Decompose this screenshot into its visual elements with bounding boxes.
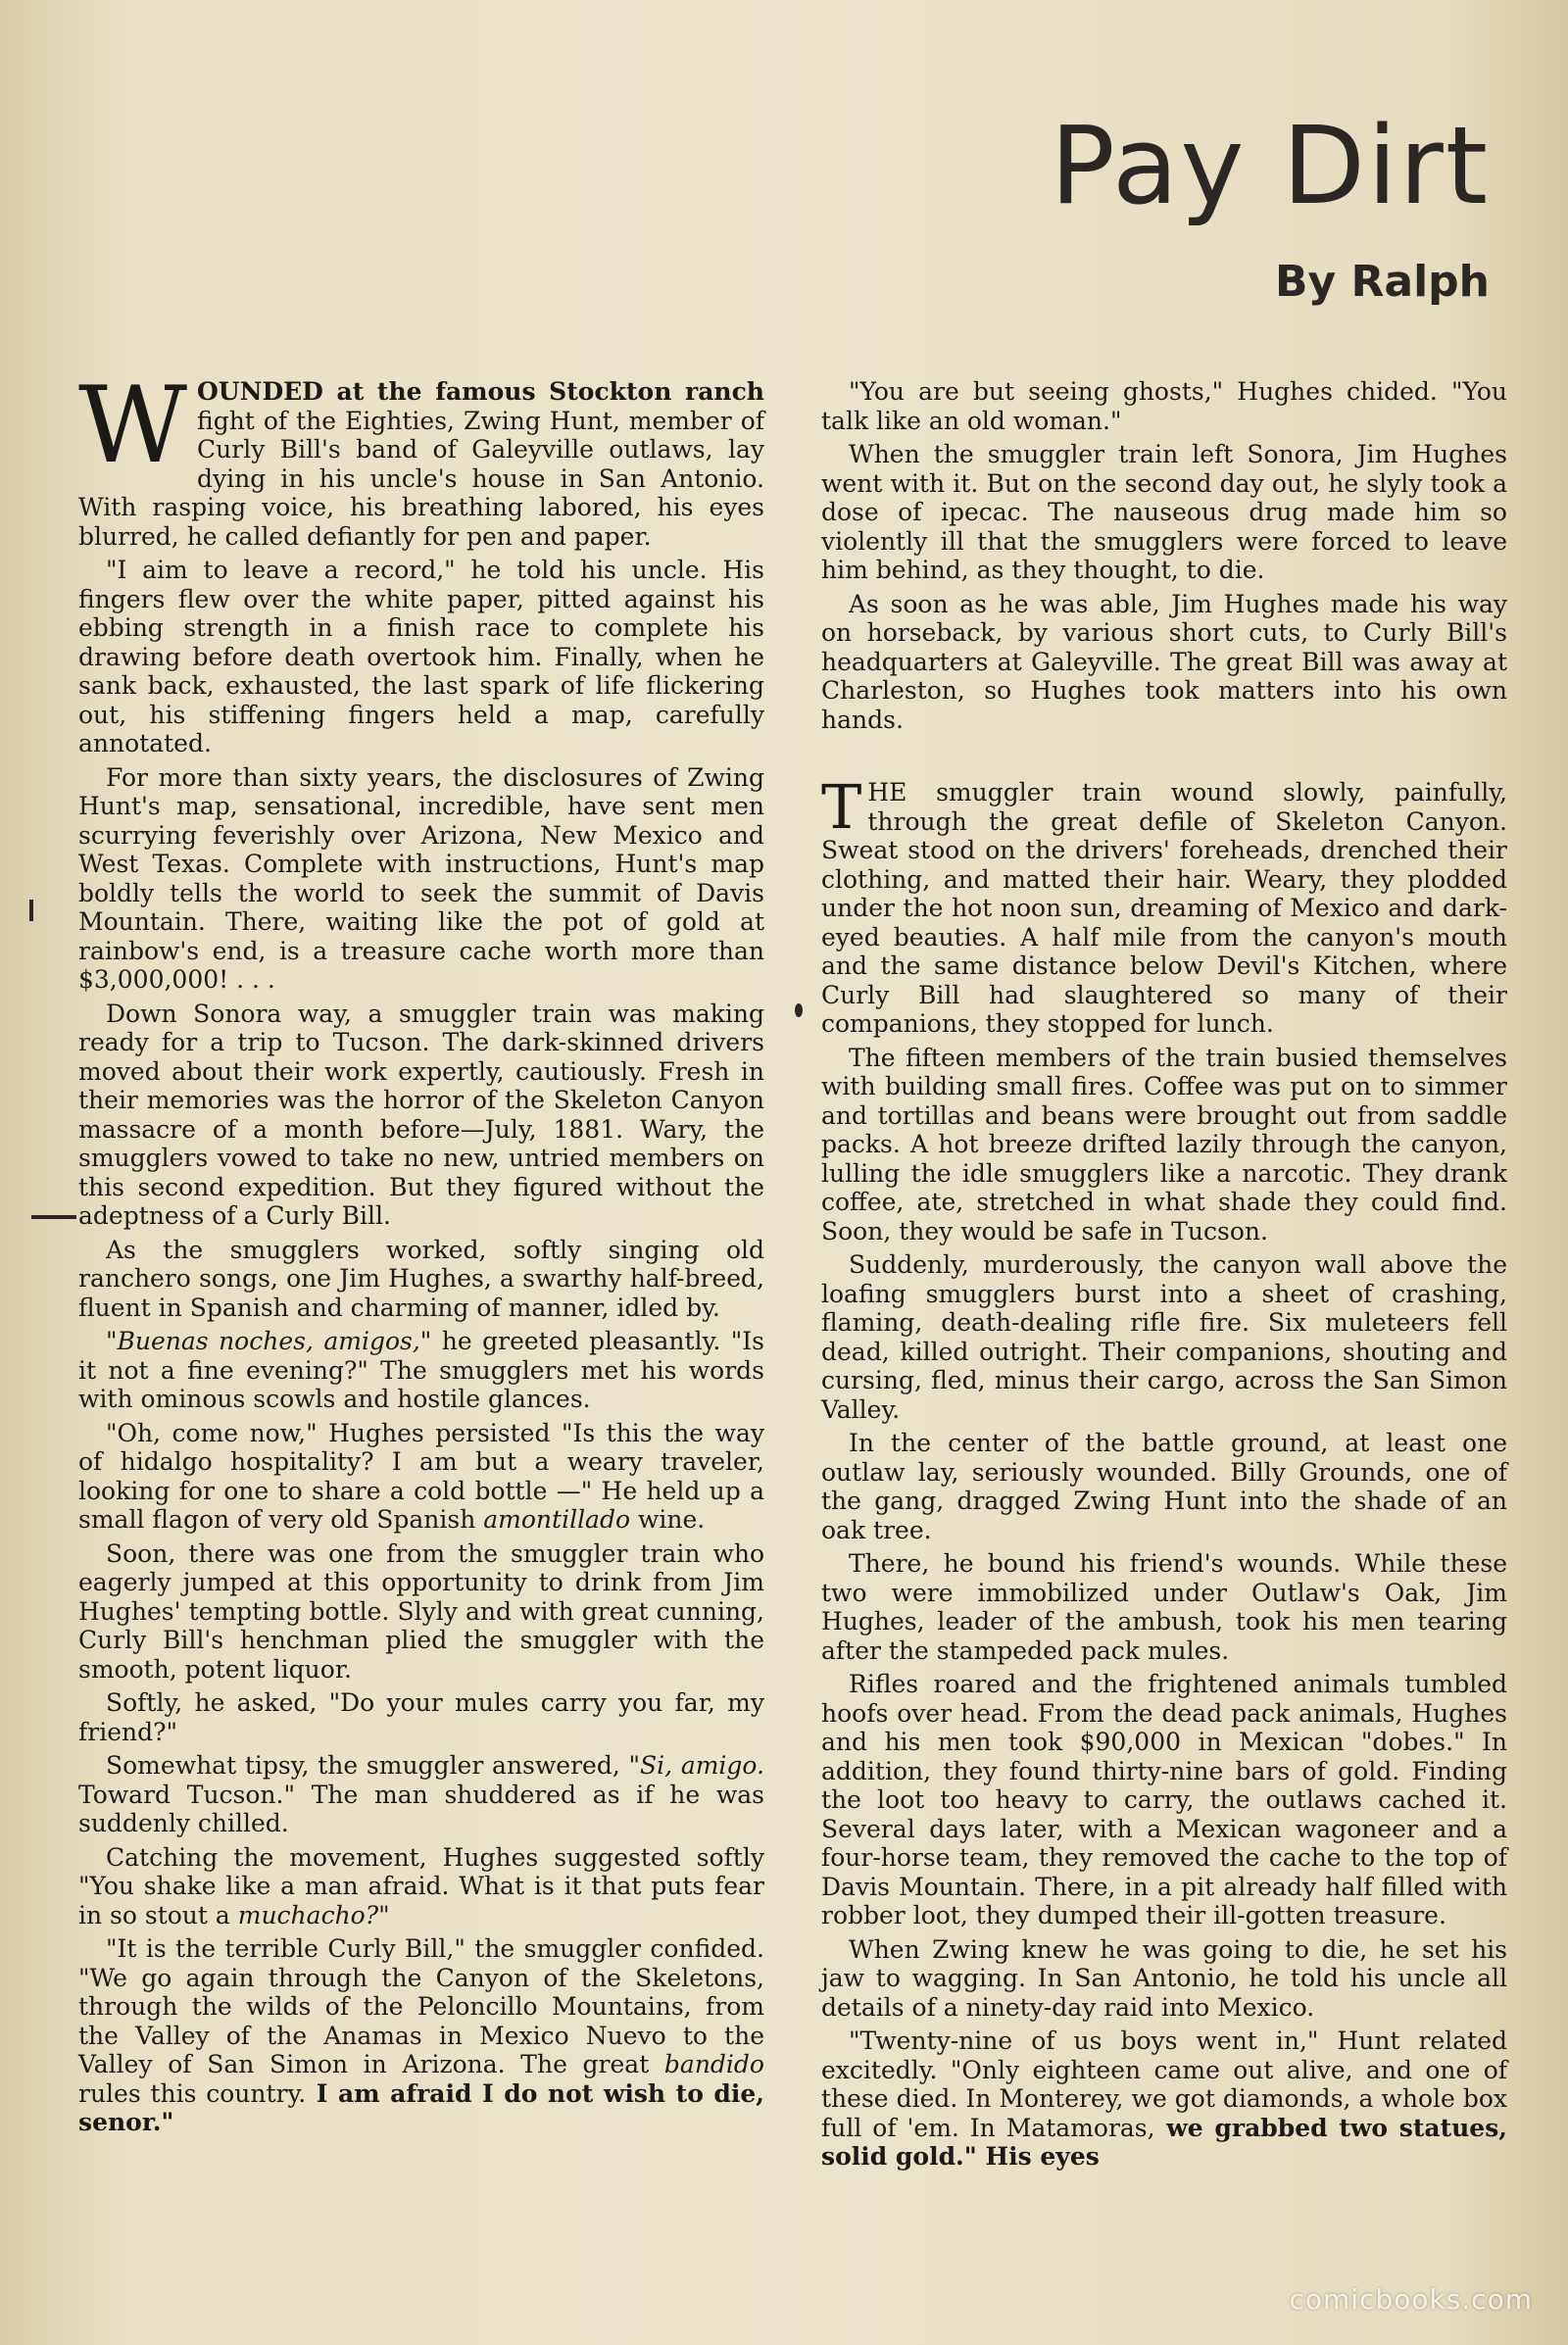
paragraph-text: he greeted pleasantly. "Is it not a fine evening?" The smugglers met his words with ominous scowls and hostile glances. — [78, 1327, 764, 1413]
margin-mark — [29, 900, 33, 921]
italic-text: muchacho?" — [237, 1900, 390, 1930]
paragraph: In the center of the battle ground, at least one outlaw lay, seriously wounded. Billy Grounds, one of the gang, dragged Zwing Hunt into the shade of an oak tree. — [821, 1429, 1507, 1544]
paragraph: "You are but seeing ghosts," Hughes chided. "You talk like an old woman." — [821, 377, 1507, 435]
paragraph: For more than sixty years, the disclosures of Zwing Hunt's map, sensational, incredible, have sent men scurrying feverishly over Arizona, New Mexico and West Texas. Complete with instructions, Hunt's map boldly tells the world to seek the summit of Davis Mountain. There, waiting like the pot of gold at rainbow's end, is a treasure cache worth more than $3,000,000! . . . — [78, 762, 764, 994]
paragraph-text: "It is the terrible Curly Bill," the smuggler confided. "We go again through the Canyon of the Skeletons, through the wilds of the Peloncillo Mountains, from the Valley of the Anamas in Mexico Nuevo to the Valley of San Simon in Arizona. The great — [78, 1934, 764, 2078]
paragraph — [78, 365, 764, 551]
paragraph: "I aim to leave a record," he told his uncle. His fingers flew over the white paper, pitted against his ebbing strength in a finish race to complete his drawing before death overtook him. Finally, when he sank back, exhausted, the last spark of life flickering out, his stiffening fingers held a map, carefully annotated. — [78, 556, 764, 757]
paragraph-text: wine. — [630, 1505, 706, 1534]
bold-text: I am afraid I do not wish to die, senor." — [78, 2078, 764, 2136]
margin-mark — [795, 1003, 803, 1017]
section-break — [821, 739, 1507, 778]
paragraph-text: fight of the Eighties, Zwing Hunt, member of Curly Bill's band of Galeyville outlaws, lay dying in his uncle's house in San Antonio. With rasping voice, his breathing labored, his eyes blurred, he called defiantly for pen and paper. — [78, 406, 764, 551]
paragraph: Soon, there was one from the smuggler train who eagerly jumped at this opportunity to drink from Jim Hughes' tempting bottle. Slyly and with great cunning, Curly Bill's henchman plied the smuggler with the smooth, potent liquor. — [78, 1539, 764, 1684]
italic-text: amontillado — [483, 1505, 631, 1534]
paragraph: Down Sonora way, a smuggler train was making ready for a trip to Tucson. The dark-skinned drivers moved about their work expertly, cautiously. Fresh in their memories was the horror of the Skeleton Canyon massacre of a month before—July, 1881. Wary, the smugglers vowed to take no new, untried members on this second expedition. But they figured without the adeptness of a Curly Bill. — [78, 999, 764, 1230]
paragraph-text: Somewhat tipsy, the smuggler answered, — [106, 1751, 629, 1780]
paragraph-text: rules this country. — [78, 2078, 307, 2108]
paragraph-text: "Oh, come now," Hughes persisted "Is this the way of hidalgo hospitality? I am but a weary traveler, looking for one to share a cold bottle —" He held up a small flagon of very old Spanish — [78, 1418, 764, 1534]
paragraph — [821, 2027, 1507, 2172]
paragraph-text: Toward Tucson." The man shuddered as if he was suddenly chilled. — [78, 1780, 764, 1837]
paragraph: As soon as he was able, Jim Hughes made his way on horseback, by various short cuts, to Curly Bill's headquarters at Galeyville. The great Bill was away at Charleston, so Hughes took matters into his own hands. — [821, 589, 1507, 734]
paragraph — [78, 1419, 764, 1535]
paragraph — [78, 1934, 764, 2137]
paragraph: When the smuggler train left Sonora, Jim Hughes went with it. But on the second day out, he slyly took a dose of ipecac. The nauseous drug made him so violently ill that the smugglers were forced to leave him behind, as they thought, to die. — [821, 440, 1507, 584]
paragraph: Softly, he asked, "Do your mules carry you far, my friend?" — [78, 1688, 764, 1746]
paragraph-text: HE smuggler train wound slowly, painfully, through the great defile of Skeleton Canyon. Sweat stood on the drivers' foreheads, drenched their clothing, and matted their hair. Weary, they plodded under the hot noon sun, dreaming of Mexico and dark-eyed beauties. A half mile from the canyon's mouth and the same distance below Devil's Kitchen, where Curly Bill had slaughtered so many of their companions, they stopped for lunch. — [821, 778, 1507, 1038]
bold-text: we grabbed two statues, solid gold." His eyes — [821, 2113, 1507, 2171]
paragraph-text: "Twenty-nine of us boys went in," Hunt related excitedly. "Only eighteen came out alive, and one of these died. In Monterey, we got diamonds, a whole box full of 'em. In Matamoras, — [821, 2027, 1507, 2142]
paragraph: As the smugglers worked, softly singing old ranchero songs, one Jim Hughes, a swarthy half-breed, fluent in Spanish and charming of manner, idled by. — [78, 1235, 764, 1322]
paragraph — [78, 1751, 764, 1838]
left-column — [78, 365, 764, 2142]
italic-text: "Buenas noches, amigos," — [106, 1327, 432, 1355]
article-title: Pay Dirt — [1050, 103, 1490, 228]
byline: By Ralph — [1274, 257, 1490, 307]
drop-cap: T — [821, 771, 862, 843]
paragraph: There, he bound his friend's wounds. While these two were immobilized under Outlaw's Oak, Jim Hughes, leader of the ambush, took his men tearing after the stampeded pack mules. — [821, 1549, 1507, 1665]
paragraph — [78, 1327, 764, 1414]
right-column — [821, 377, 1507, 2176]
paragraph — [821, 771, 1507, 1039]
paragraph: When Zwing knew he was going to die, he set his jaw to wagging. In San Antonio, he told his uncle all details of a ninety-day raid into Mexico. — [821, 1934, 1507, 2022]
italic-text: "Si, amigo. — [628, 1751, 764, 1780]
paragraph: Suddenly, murderously, the canyon wall above the loafing smugglers burst into a sheet of crashing, flaming, death-dealing rifle fire. Six muleteers fell dead, killed outright. Their companions, shouting and cursing, fled, minus their cargo, across the San Simon Valley. — [821, 1250, 1507, 1424]
lead-in: OUNDED at the famous Stockton ranch — [197, 377, 764, 406]
margin-mark — [31, 1215, 76, 1219]
paragraph: Rifles roared and the frightened animals tumbled hoofs over head. From the dead pack animals, Hughes and his men took $90,000 in Mexican "dobes." In addition, they found thirty-nine bars of gold. Finding the loot too heavy to carry, the outlaws cached it. Several days later, with a Mexican wagoneer and a four-horse team, they removed the cache to the top of Davis Mountain. There, in a pit already half filled with robber loot, they dumped their ill-gotten treasure. — [821, 1670, 1507, 1930]
paragraph — [78, 1843, 764, 1930]
paragraph: The fifteen members of the train busied themselves with building small fires. Coffee was put on to simmer and tortillas and beans were brought out from saddle packs. A hot breeze drifted lazily through the canyon, lulling the idle smugglers like a narcotic. They drank coffee, ate, stretched in what shade they could find. Soon, they would be safe in Tucson. — [821, 1043, 1507, 1246]
watermark: comicbooks.com — [1289, 2283, 1533, 2316]
drop-cap: W — [78, 365, 188, 487]
paragraph-text: Catching the movement, Hughes suggested softly "You shake like a man afraid. What is it that puts fear in so stout a — [78, 1842, 764, 1930]
italic-text: bandido — [663, 2050, 764, 2078]
